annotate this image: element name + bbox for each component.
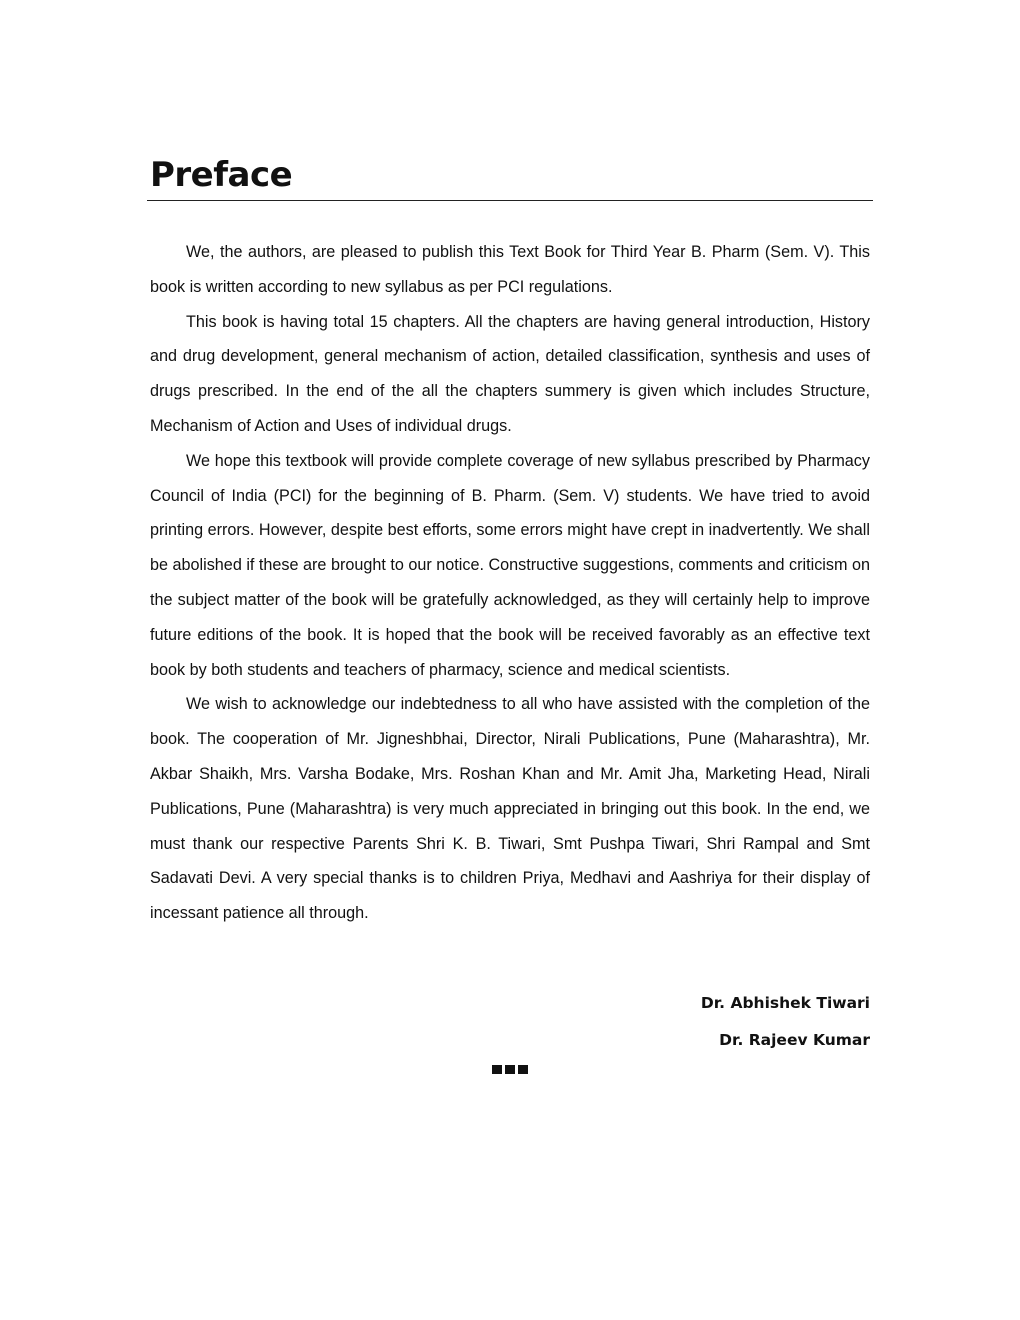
three-black-squares-icon	[150, 1065, 870, 1074]
paragraph-acknowledgement: We wish to acknowledge our indebtedness to all who have assisted with the completion of the book. The cooperation of Mr. Jigneshbhai, Director, Nirali Publications, Pune (Maharashtra), Mr. Akbar Shaikh, Mrs. Varsha Bodake, Mrs. Roshan Khan and Mr. Amit Jha, Marketing Head, Nirali Publications, Pune (Maharashtra) is very much appreciated in bringing out this book. In the end, we must thank our respective Parents Shri K. B. Tiwari, Smt Pushpa Tiwari, Shri Rampal and Smt Sadavati Devi. A very special thanks is to children Priya, Medhavi and Aashriya for their display of incessant patience all through.	[150, 695, 870, 923]
end-mark-square	[518, 1065, 528, 1074]
preface-page	[150, 150, 870, 1074]
end-mark-square	[492, 1065, 502, 1074]
paragraph-coverage: We hope this textbook will provide complete coverage of new syllabus prescribed by Pharmacy Council of India (PCI) for the beginning of B. Pharm. (Sem. V) students. We have tried to avoid printing errors. However, despite best efforts, some errors might have crept in inadvertently. We shall be abolished if these are brought to our notice. Constructive suggestions, comments and criticism on the subject matter of the book will be gratefully acknowledged, as they will certainly help to improve future editions of the book. It is hoped that the book will be received favorably as an effective text book by both students and teachers of pharmacy, science and medical scientists.	[150, 451, 870, 679]
end-mark-square	[505, 1065, 515, 1074]
preface-body	[150, 235, 870, 931]
author-signatures	[150, 985, 870, 1059]
title-underline	[147, 200, 873, 201]
paragraph-chapters: This book is having total 15 chapters. All the chapters are having general introduction, History and drug development, general mechanism of action, detailed classification, synthesis and uses of drugs prescribed. In the end of the all the chapters summery is given which includes Structure, Mechanism of Action and Uses of individual drugs.	[150, 312, 870, 435]
paragraph-intro: We, the authors, are pleased to publish this Text Book for Third Year B. Pharm (Sem. V). This book is written according to new syllabus as per PCI regulations.	[150, 243, 870, 296]
page-title: Preface	[150, 155, 293, 195]
author-name-second: Dr. Rajeev Kumar	[719, 1030, 870, 1049]
author-name-first: Dr. Abhishek Tiwari	[700, 993, 870, 1012]
